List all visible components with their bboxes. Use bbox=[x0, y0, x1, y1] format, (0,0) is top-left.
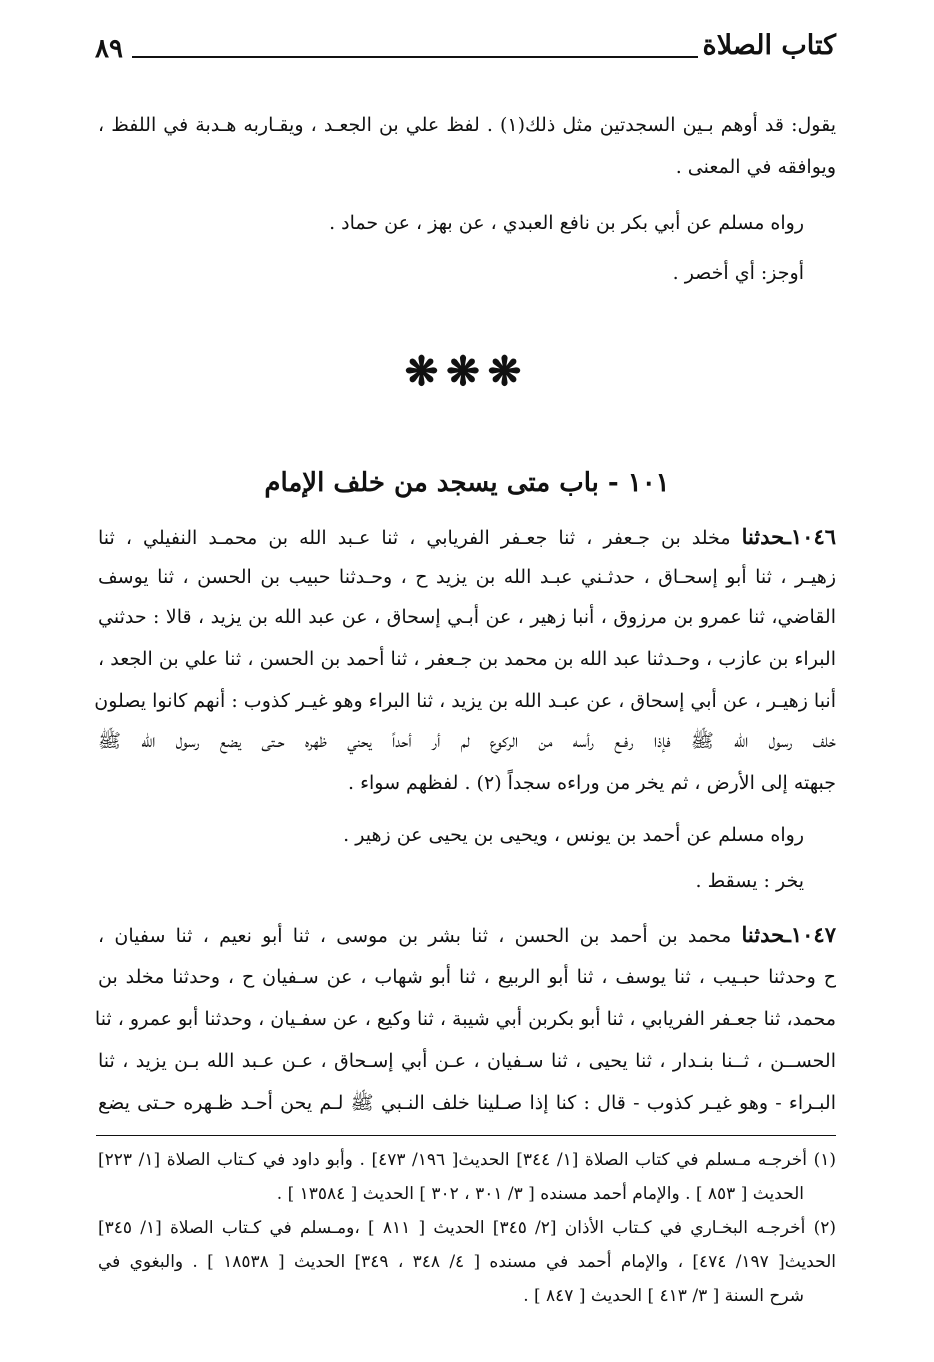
footnote-1-line-2: الحديث [ ٨٥٣ ] . والإمام أحمد مسنده [ ٣/ ٣٠١ ، ٣٠٢ ] الحديث [ ١٣٥٨٤ ] . bbox=[276, 1184, 804, 1204]
footnote-2-line-2: الحديث[ ١٩٧/ ٤٧٤] ، والإمام أحمد في مسنده [ ٤/ ٣٤٨ ، ٣٤٩] الحديث [ ١٨٥٣٨ ] . والبغوي في bbox=[98, 1252, 836, 1272]
hadith-1046-line-6: خلف رسول الله ﷺ فإذا رفـع رأسه من الركوع لم أر أحداً يحني ظهره حـتى يضع رسول الله ﷺ bbox=[98, 730, 836, 752]
hadith-number: ١٠٤٧ـ bbox=[784, 922, 836, 947]
section-separator: ❋❋❋ bbox=[404, 348, 530, 395]
hadith-text: مخلد بن جـعفر ، ثنا جعـفر الفريابي ، ثنا عـبد الله بن محمـد النفيلي ، ثنا bbox=[98, 527, 731, 549]
footnote-1-line-1: (١) أخرجـه مـسلم في كتاب الصلاة [١/ ٣٤٤] الحديث[ ١٩٦/ ٤٧٣] . وأبو داود في كـتاب الصلاة [١/ ٢٢٣] bbox=[98, 1150, 836, 1170]
hadith-keyword: حدثنا bbox=[741, 922, 785, 947]
hadith-1046-line-1 bbox=[98, 522, 836, 553]
hadith-1046-line-4: البراء بن عازب ، وحـدثنا عبد الله بن محمد بن جـعفر ، ثنا أحمد بن الحسن ، ثنا علي بن الجعد ، bbox=[98, 648, 836, 670]
hadith-1046-line-2: زهيـر ، ثنا أبو إسحـاق ، حدثـني عبـد الله بن يزيد ح ، وحـدثنا حبيب بن الحسن ، ثنا يوسف bbox=[98, 566, 836, 588]
hadith-1046-line-5: أنبا زهيـر ، عن أبي إسحاق ، عن عبـد الله بن يزيد ، ثنا البراء وهو غيـر كذوب : أنهم كانوا يصلون bbox=[94, 690, 836, 712]
header-rule bbox=[132, 56, 698, 58]
footnote-2-line-1: (٢) أخرجـه البخـاري في كـتاب الأذان [٢/ ٣٤٥] الحديث [ ٨١١ ] ،ومـسلم في كـتاب الصلاة [١/ ٣٤٥] bbox=[98, 1218, 836, 1238]
hadith-1046-line-7: جبهته إلى الأرض ، ثم يخر من وراءه سجداً (٢) . لفظهم سواء . bbox=[347, 772, 836, 794]
hadith-number: ١٠٤٦ـ bbox=[784, 524, 837, 549]
intro-line-1: يقول: قد أوهم بـين السجدتين مثل ذلك(١) . لفظ علي بن الجعـد ، ويقـاربه هـدبة في اللفظ ، bbox=[98, 114, 836, 136]
hadith-text: محمد بن أحمد بن الحسن ، ثنا بشر بن موسى ، ثنا أبو نعيم ، ثنا سفيان ، bbox=[98, 925, 732, 947]
hadith-1047-line-2: ح وحدثنا حبـيب ، ثنا يوسف ، ثنا أبو الربيع ، ثنا أبو شهاب ، عن سـفيان ح ، وحدثنا مخلد بن bbox=[98, 966, 836, 988]
chapter-title: ١٠١ - باب متى يسجد من خلف الإمام bbox=[264, 468, 670, 498]
running-header-title: كتاب الصلاة bbox=[702, 30, 836, 61]
intro-line-4: أوجز: أي أخصر . bbox=[672, 262, 804, 284]
hadith-1047-line-5: البـراء - وهو غيـر كذوب - قال : كنا إذا صـلينا خلف النـبي ﷺ لـم يحن أحـد ظـهره حـتى يضع bbox=[98, 1092, 836, 1114]
footnote-rule bbox=[96, 1135, 836, 1136]
hadith-keyword: حدثنا bbox=[741, 524, 785, 549]
hadith-1047-line-3: محمد، ثنا جعـفر الفريابي ، ثنا أبو بكربن أبي شيبة ، ثنا وكيع ، عن سفـيان ، وحدثنا أبو عمرو ، ثنا bbox=[94, 1008, 836, 1030]
intro-line-3: رواه مسلم عن أبي بكر بن نافع العبدي ، عن بهز ، عن حماد . bbox=[329, 212, 804, 234]
page-number: ٨٩ bbox=[95, 34, 123, 64]
footnote-2-line-3: شرح السنة [ ٣/ ٤١٣ ] الحديث [ ٨٤٧ ] . bbox=[523, 1286, 804, 1306]
hadith-1046-line-3: القاضي، ثنا عمرو بن مرزوق ، أنبا زهير ، عن أبـي إسحاق ، عن عبد الله بن يزيد ، قالا : حدثني bbox=[98, 606, 836, 628]
hadith-1046-line-9: يخر : يسقط . bbox=[695, 870, 804, 892]
intro-line-2: ويوافقه في المعنى . bbox=[675, 156, 836, 178]
hadith-1047-line-4: الحســن ، ثــنا بنـدار ، ثنا يحيى ، ثنا سـفيان ، عـن أبي إسـحاق ، عـن عـبد الله بـن يزيد ، ثنا bbox=[98, 1050, 836, 1072]
hadith-1047-line-1 bbox=[98, 920, 836, 951]
hadith-1046-line-8: رواه مسلم عن أحمد بن يونس ، ويحيى بن يحيى عن زهير . bbox=[343, 824, 804, 846]
